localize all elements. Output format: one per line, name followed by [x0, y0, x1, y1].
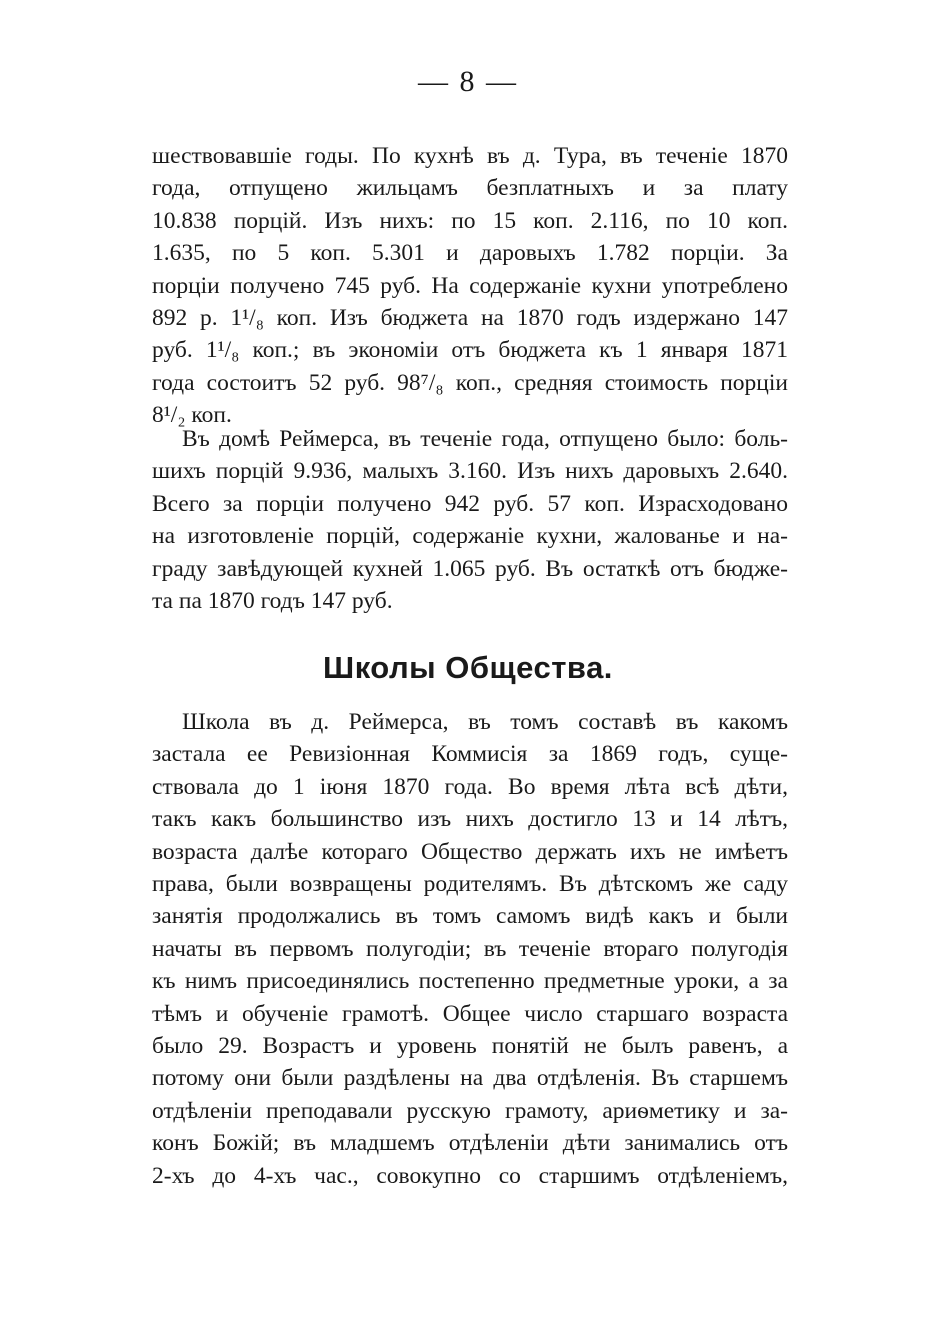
text-line: ствовала до 1 iюня 1870 года. Во время лѣта всѣ дѣти,: [152, 773, 788, 800]
text-line: шихъ порцiй 9.936, малыхъ 3.160. Изъ нихъ даровыхъ 2.640.: [152, 458, 788, 485]
section-heading: Школы Общества.: [323, 650, 613, 685]
text-line: года состоитъ 52 руб. 98⁷/₈ коп., средняя стоимость порцiи: [152, 369, 788, 396]
text-line: застала ее Ревизiонная Коммисiя за 1869 годъ, суще-: [152, 741, 788, 768]
text-line: права, были возвращены родителямъ. Въ дѣтскомъ же саду: [152, 871, 788, 898]
text-line: возраста далѣе котораго Общество держать ихъ не имѣетъ: [152, 838, 788, 865]
text-line: граду завѣдующей кухней 1.065 руб. Въ остаткѣ отъ бюдже-: [152, 555, 788, 582]
text-line: потому они были раздѣлены на два отдѣленiя. Въ старшемъ: [152, 1065, 788, 1092]
text-line: Всего за порцiи получено 942 руб. 57 коп. Израсходовано: [152, 490, 788, 517]
text-line: года, отпущено жильцамъ безплатныхъ и за плату: [152, 175, 788, 202]
text-line: порцiи получено 745 руб. На содержанiе кухни употреблено: [152, 272, 788, 299]
text-line: та па 1870 годъ 147 руб.: [152, 588, 393, 615]
text-line: 8¹/₂ коп.: [152, 402, 232, 429]
text-line: начаты въ первомъ полугодiи; въ теченiе втораго полугодiя: [152, 935, 788, 962]
text-line: отдѣленiи преподавали русскую грамоту, ариѳметику и за-: [152, 1097, 788, 1124]
text-line: на изготовленiе порцiй, содержанiе кухни, жалованье и на-: [152, 523, 788, 550]
text-line: Школа въ д. Реймерса, въ томъ составѣ въ какомъ: [182, 709, 788, 735]
text-line: 2-хъ до 4-хъ час., совокупно со старшимъ отдѣленiемъ,: [152, 1162, 788, 1189]
text-line: 1.635, по 5 коп. 5.301 и даровыхъ 1.782 порцiи. За: [152, 240, 788, 267]
text-line: тѣмъ и обученiе грамотѣ. Общее число старшаго возраста: [152, 1000, 788, 1027]
text-line: къ нимъ присоединялись постепенно предметные уроки, а за: [152, 968, 788, 995]
text-line: 10.838 порцiй. Изъ нихъ: по 15 коп. 2.116, по 10 коп.: [152, 207, 788, 234]
text-line: руб. 1¹/₈ коп.; въ экономiи отъ бюджета къ 1 января 1871: [152, 337, 788, 364]
text-line: было 29. Возрастъ и уровень понятiй не былъ равенъ, а: [152, 1033, 788, 1060]
text-line: 892 р. 1¹/₈ коп. Изъ бюджета на 1870 годъ издержано 147: [152, 305, 788, 332]
text-line: такъ какъ большинство изъ нихъ достигло 13 и 14 лѣтъ,: [152, 806, 788, 833]
paragraph-kitchen-tura: [152, 140, 788, 432]
text-line: конъ Божiй; въ младшемъ отдѣленiи дѣти занимались отъ: [152, 1130, 788, 1157]
paragraph-reimers-house: [152, 423, 788, 617]
text-line: Въ домѣ Реймерса, въ теченiе года, отпущено было: боль-: [182, 426, 788, 452]
page-number: — 8 —: [418, 65, 518, 98]
text-line: шествовавшiе годы. По кухнѣ въ д. Тура, въ теченiе 1870: [152, 143, 788, 169]
text-line: занятiя продолжались въ томъ самомъ видѣ какъ и были: [152, 903, 788, 930]
paragraph-schools: [152, 706, 788, 1192]
